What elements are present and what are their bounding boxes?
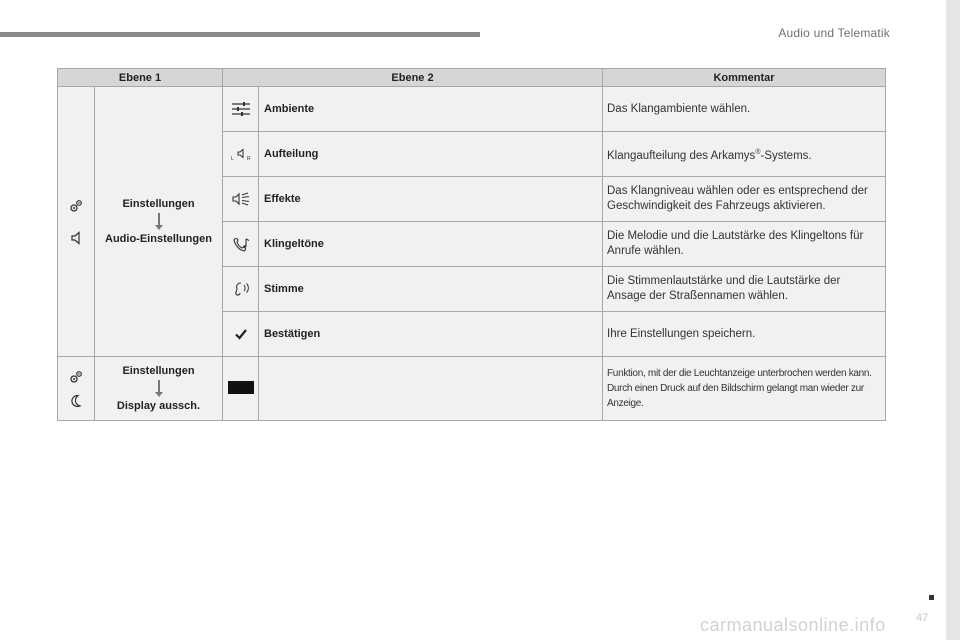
row-label: Ambiente — [259, 87, 603, 132]
row-comment: Die Melodie und die Lautstärke des Klingeltons für Anrufe wählen. — [603, 222, 886, 267]
lvl2-icon-cell — [223, 222, 259, 267]
row-comment: Das Klangniveau wählen oder es entsprechend der Geschwindigkeit des Fahrzeugs aktivieren. — [603, 177, 886, 222]
lvl2-icon-cell — [223, 87, 259, 132]
checkmark-icon — [223, 327, 258, 341]
header-kommentar: Kommentar — [603, 69, 886, 87]
level1-icons-cell — [58, 357, 95, 421]
top-rule — [0, 32, 480, 37]
table-row — [58, 87, 886, 132]
row-label: Bestätigen — [259, 312, 603, 357]
page-end-mark — [929, 595, 934, 600]
equalizer-icon — [223, 102, 258, 116]
moon-icon — [69, 394, 83, 408]
lvl2-icon-cell — [223, 132, 259, 177]
right-margin-strip — [946, 0, 960, 640]
level1-title: Einstellungen — [122, 365, 195, 377]
voice-icon — [223, 281, 258, 297]
svg-text:L: L — [230, 156, 234, 161]
table-header-row — [58, 69, 886, 87]
lvl2-icon-cell — [223, 312, 259, 357]
header-ebene-1: Ebene 1 — [58, 69, 223, 87]
arrow-down-icon — [95, 213, 222, 230]
balance-lr-icon — [223, 147, 258, 161]
watermark-text: carmanualsonline.info — [700, 615, 886, 635]
row-comment: Das Klangambiente wählen. — [603, 87, 886, 132]
row-label: Stimme — [259, 267, 603, 312]
header-ebene-2: Ebene 2 — [223, 69, 603, 87]
level1-title: Einstellungen — [122, 198, 195, 210]
speaker-icon — [70, 231, 82, 245]
arrow-down-icon — [95, 380, 222, 397]
lvl2-icon-cell — [223, 357, 259, 421]
level1-subtitle: Display aussch. — [116, 400, 201, 412]
registered-mark: ® — [755, 148, 761, 156]
lvl2-icon-cell — [223, 177, 259, 222]
row-label: Effekte — [259, 177, 603, 222]
row-comment — [603, 132, 886, 177]
menu-table — [57, 68, 886, 421]
level1-icons-cell — [58, 87, 95, 357]
effects-icon — [223, 192, 258, 206]
lvl2-icon-cell — [223, 267, 259, 312]
page-number: 47 — [916, 612, 929, 624]
empty-cell — [259, 357, 603, 421]
settings-gear-icon — [69, 199, 83, 213]
row-comment: Funktion, mit der die Leuchtanzeige unterbrochen werden kann. Durch einen Druck auf den Bildschirm gelangt man wieder zur Anzeige. — [603, 357, 886, 421]
ringtone-icon — [223, 236, 258, 252]
level1-display-cell — [95, 357, 223, 421]
table-row — [58, 357, 886, 421]
settings-gear-icon — [69, 370, 83, 384]
page-header-title: Audio und Telematik — [778, 26, 890, 40]
row-label: Aufteilung — [259, 132, 603, 177]
svg-text:R: R — [246, 156, 251, 161]
black-screen-icon — [228, 381, 254, 394]
level1-audio-cell — [95, 87, 223, 357]
row-comment-suffix: -Systems. — [760, 149, 812, 162]
row-label: Klingeltöne — [259, 222, 603, 267]
row-comment-text: Klangaufteilung des Arkamys — [607, 149, 756, 162]
row-comment: Ihre Einstellungen speichern. — [603, 312, 886, 357]
row-comment: Die Stimmenlautstärke und die Lautstärke der Ansage der Straßennamen wählen. — [603, 267, 886, 312]
level1-subtitle: Audio-Einstellungen — [105, 233, 212, 245]
